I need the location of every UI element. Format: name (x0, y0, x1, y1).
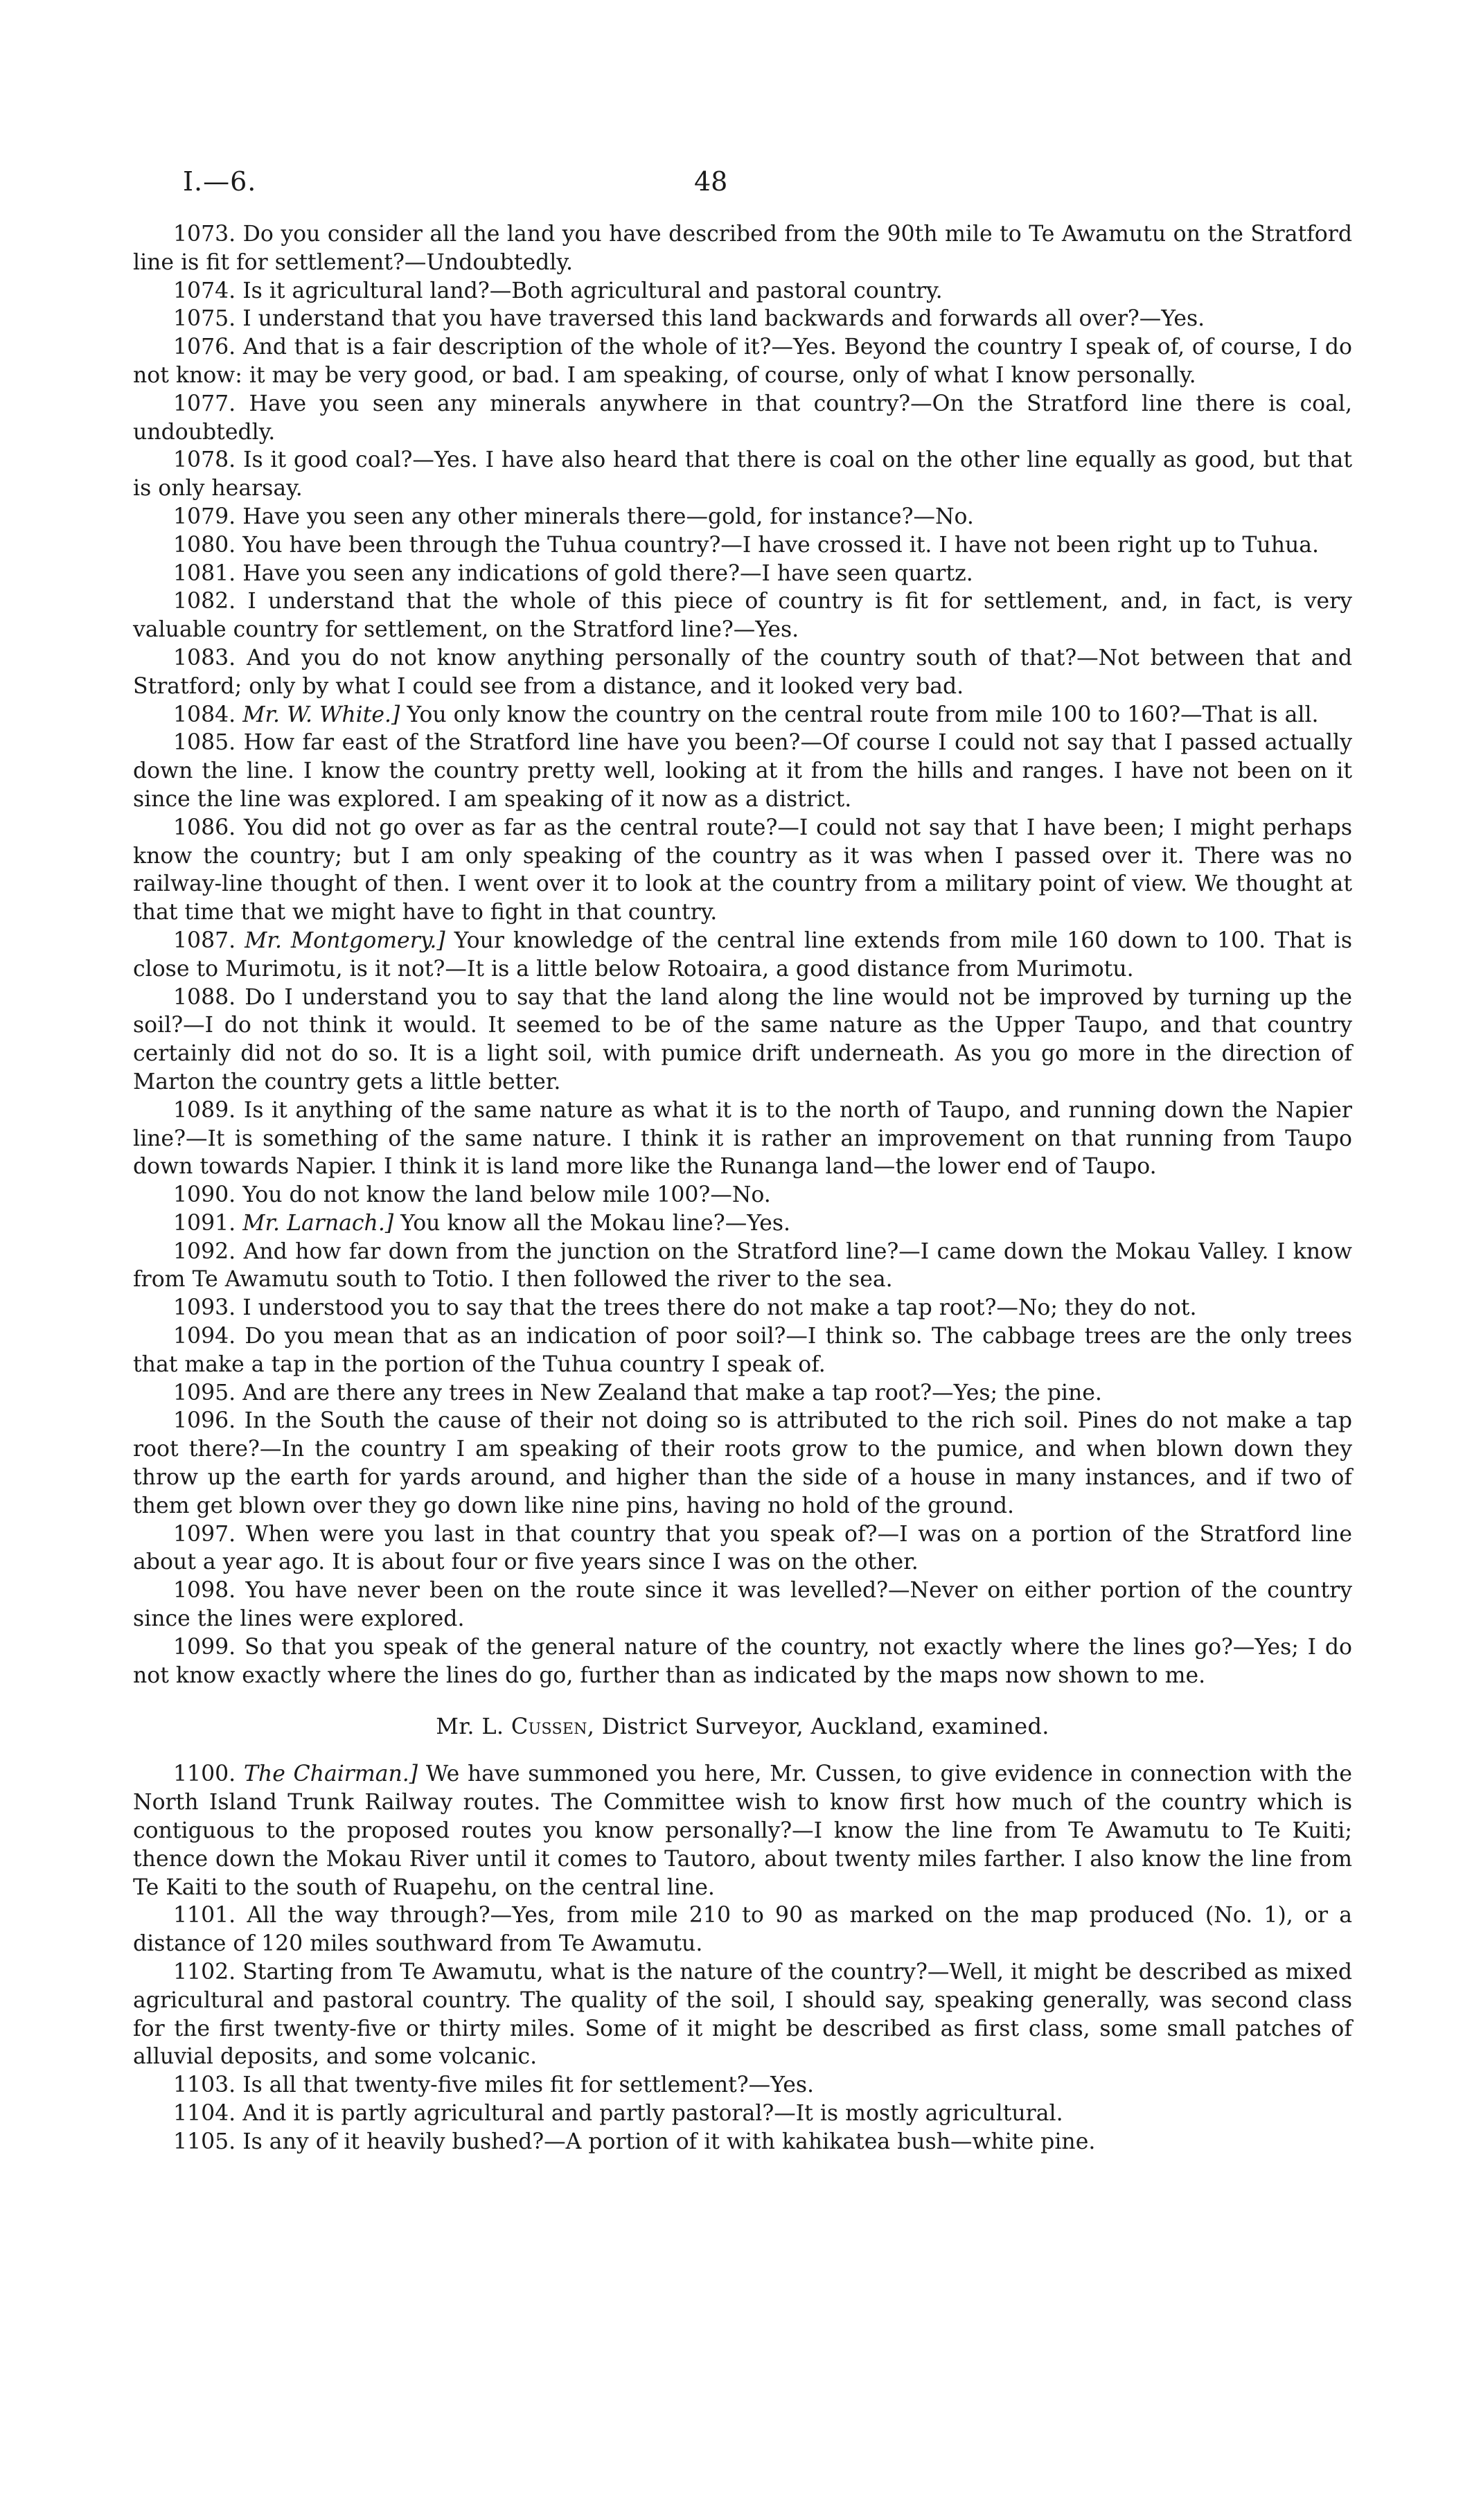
question-1078: 1078. Is it good coal?—Yes. I have also heard that there is coal on the other line equally as good, but that is only hearsay. (133, 447, 1352, 502)
speaker-name: Mr. Larnach.] (242, 1210, 394, 1236)
question-1093: 1093. I understood you to say that the trees there do not make a tap root?—No; they do not. (173, 1295, 1197, 1321)
question-number: 1091. (173, 1210, 236, 1236)
question-1082: 1082. I understand that the whole of this piece of country is fit for settlement, and, in fact, is very valuable country for settlement, on the Stratford line?—Yes. (133, 589, 1352, 643)
question-1085: 1085. How far east of the Stratford line have you been?—Of course I could not say that I passed actually down the line. I know the country pretty well, looking at it from the hills and ranges. I have not been on it since the line was explored. I am speaking of it now as a district. (133, 730, 1352, 812)
speaker-name: Mr. Montgomery.] (245, 928, 445, 953)
question-1091 (133, 1209, 1352, 1238)
document-page (133, 166, 1352, 2156)
question-1089: 1089. Is it anything of the same nature as what it is to the north of Taupo, and running down the Napier line?—It is something of the same nature. I think it is rather an improvement on that running from Taupo down towards Napier. I think it is land more like the Runanga land—the lower end of Taupo. (133, 1097, 1352, 1180)
page-header (133, 166, 1352, 220)
question-1083: 1083. And you do not know anything personally of the country south of that?—Not between that and Stratford; only by what I could see from a distance, and it looked very bad. (133, 645, 1352, 699)
question-1080: 1080. You have been through the Tuhua country?—I have crossed it. I have not been right up to Tuhua. (173, 532, 1320, 558)
question-1104: 1104. And it is partly agricultural and partly pastoral?—It is mostly agricultural. (173, 2101, 1063, 2126)
evidence-part-1 (133, 220, 1352, 1689)
question-1105: 1105. Is any of it heavily bushed?—A portion of it with kahikatea bush—white pine. (173, 2129, 1096, 2154)
question-number: 1087. (173, 928, 236, 953)
page-number: 48 (694, 166, 728, 197)
question-1073: 1073. Do you consider all the land you have described from the 90th mile to Te Awamutu on the Stratford line is fit for settlement?—Undoubtedly. (133, 222, 1352, 275)
question-1095: 1095. And are there any trees in New Zealand that make a tap root?—Yes; the pine. (173, 1380, 1102, 1405)
witness-name: Cussen (511, 1713, 587, 1740)
question-1096: 1096. In the South the cause of their not doing so is attributed to the rich soil. Pines do not make a tap root there?—In the country I am speaking of their roots grow to the pumice, and when blown down they throw up the earth for yards around, and higher than the side of a house in many instances, and if two of them get blown over they go down like nine pins, having no hold of the ground. (133, 1408, 1352, 1518)
question-1075: 1075. I understand that you have traversed this land backwards and forwards all over?—Yes. (173, 306, 1205, 332)
question-1087 (133, 927, 1352, 984)
speaker-name: The Chairman.] (243, 1762, 418, 1787)
question-text: You know all the Mokau line?—Yes. (400, 1210, 791, 1236)
question-1079: 1079. Have you seen any other minerals there—gold, for instance?—No. (173, 504, 974, 529)
question-1081: 1081. Have you seen any indications of gold there?—I have seen quartz. (173, 560, 973, 586)
question-number: 1100. (173, 1762, 236, 1787)
witness-heading (133, 1713, 1352, 1739)
speaker-name: Mr. W. White.] (242, 702, 400, 727)
question-number: 1084. (173, 702, 236, 727)
question-1099: 1099. So that you speak of the general nature of the country, not exactly where the lines go?—Yes; I do not know exactly where the lines do go, further than as indicated by the maps now shown to me. (133, 1634, 1352, 1688)
question-1094: 1094. Do you mean that as an indication of poor soil?—I think so. The cabbage trees are the only trees that make a tap in the portion of the Tuhua country I speak of. (133, 1324, 1352, 1377)
question-1097: 1097. When were you last in that country that you speak of?—I was on a portion of the Stratford line about a year ago. It is about four or five years since I was on the other. (133, 1521, 1352, 1575)
question-1086: 1086. You did not go over as far as the central route?—I could not say that I have been; I might perhaps know the country; but I am only speaking of the country as it was when I passed over it. There was no railway-line thought of then. I went over it to look at the country from a military point of view. We thought at that time that we might have to fight in that country. (133, 815, 1352, 925)
question-1101: 1101. All the way through?—Yes, from mile 210 to 90 as marked on the map produced (No. 1), or a distance of 120 miles southward from Te Awamutu. (133, 1903, 1352, 1957)
question-1088: 1088. Do I understand you to say that the land along the line would not be improved by turning up the soil?—I do not think it would. It seemed to be of the same nature as the Upper Taupo, and that country certainly did not do so. It is a light soil, with pumice drift underneath. As you go more in the direction of Marton the country gets a little better. (133, 984, 1352, 1094)
question-1103: 1103. Is all that twenty-five miles fit for settlement?—Yes. (173, 2073, 815, 2098)
question-1092: 1092. And how far down from the junction on the Stratford line?—I came down the Mokau Valley. I know from Te Awamutu south to Totio. I then followed the river to the sea. (133, 1239, 1352, 1293)
question-1076: 1076. And that is a fair description of the whole of it?—Yes. Beyond the country I speak of, of course, I do not know: it may be very good, or bad. I am speaking, of course, only of what I know personally. (133, 335, 1352, 388)
question-text: You only know the country on the central route from mile 100 to 160?—That is all. (407, 702, 1319, 727)
document-reference: I.—6. (183, 166, 257, 197)
question-1100 (133, 1760, 1352, 1901)
question-1090: 1090. You do not know the land below mile 100?—No. (173, 1182, 771, 1208)
question-1098: 1098. You have never been on the route since it was levelled?—Never on either portion of the country since the lines were explored. (133, 1578, 1352, 1632)
question-1074: 1074. Is it agricultural land?—Both agricultural and pastoral country. (173, 278, 943, 303)
evidence-part-2 (133, 1760, 1352, 2156)
witness-description: , District Surveyor, Auckland, examined. (587, 1713, 1049, 1740)
question-1077: 1077. Have you seen any minerals anywhere in that country?—On the Stratford line there is coal, undoubtedly. (133, 391, 1352, 445)
question-1084 (133, 701, 1352, 729)
question-text: We have summoned you here, Mr. Cussen, to give evidence in connection with the North Island Trunk Railway routes. The Committee wish to know first how much of the country which is contiguous to the proposed routes you know personally?—I know the line from Te Awamutu to Te Kuiti; thence down the Mokau River until it comes to Tautoro, about twenty miles farther. I also know the line from Te Kaiti to the south of Ruapehu, on the central line. (133, 1762, 1353, 1900)
witness-prefix: Mr. L. (436, 1713, 504, 1740)
question-text: Your knowledge of the central line extends from mile 160 down to 100. That is close to Murimotu, is it not?—It is a little below Rotoaira, a good distance from Murimotu. (133, 928, 1352, 982)
question-1102: 1102. Starting from Te Awamutu, what is the nature of the country?—Well, it might be described as mixed agricultural and pastoral country. The quality of the soil, I should say, speaking generally, was second class for the first twenty-five or thirty miles. Some of it might be described as first class, some small patches of alluvial deposits, and some volcanic. (133, 1960, 1352, 2070)
